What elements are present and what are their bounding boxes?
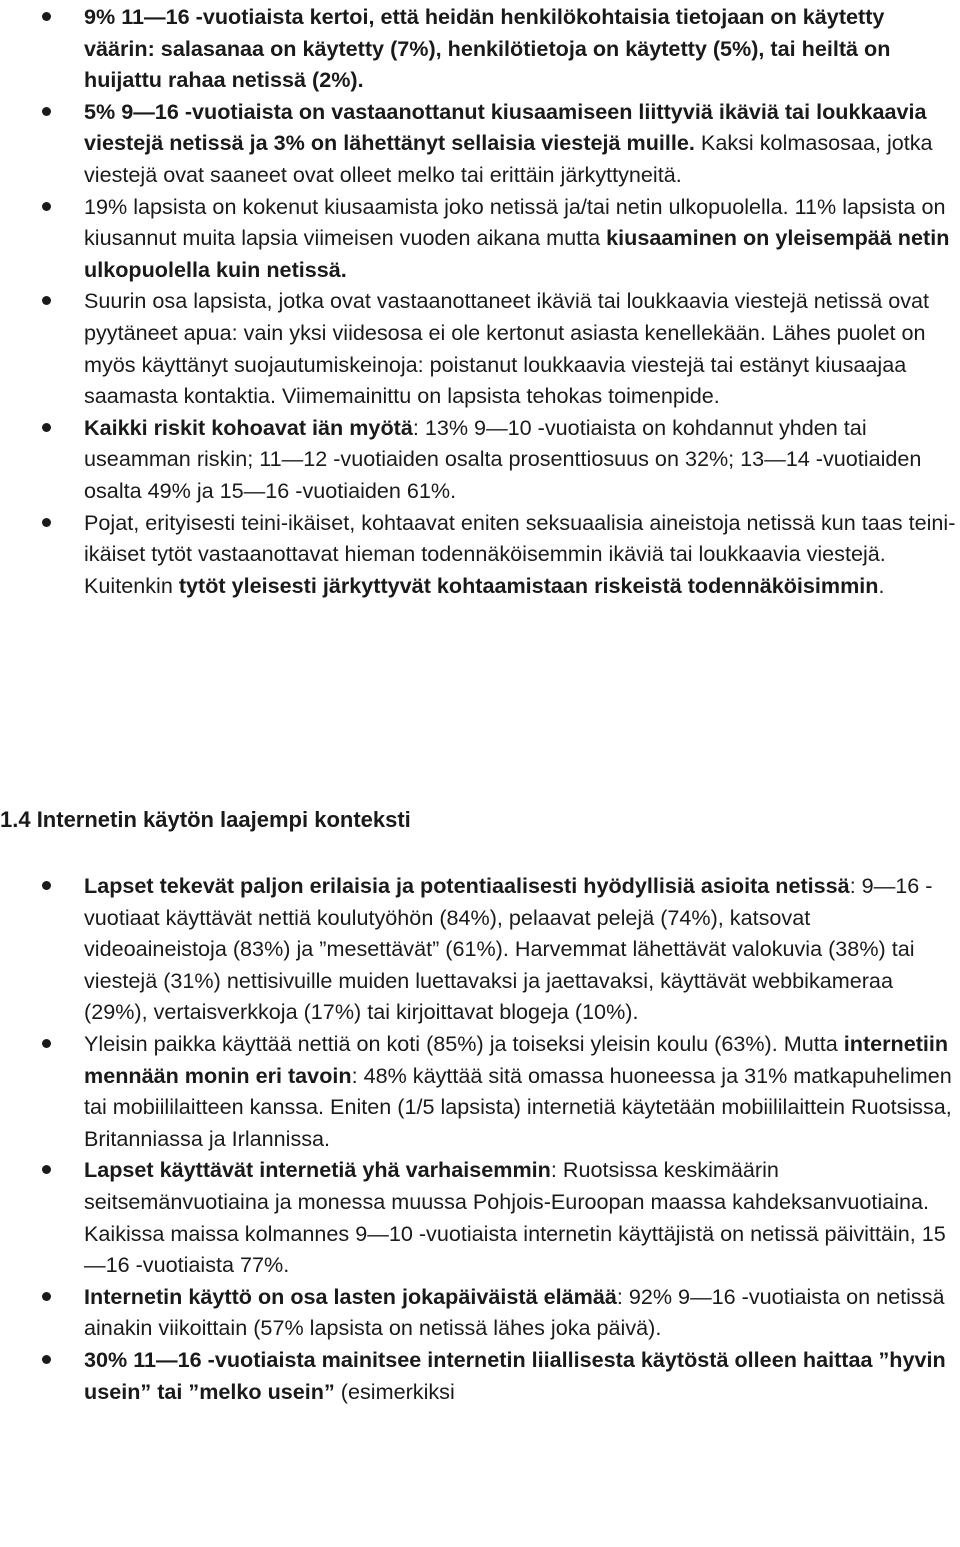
bold-text: internetiin mennään monin eri tavoin — [84, 1030, 949, 1088]
list-item — [0, 191, 960, 286]
body-text: Pojat, erityisesti teini-ikäiset, kohtaavat eniten seksuaalisia aineistoja netissä kun taas teini-ikäiset tytöt vastaanottavat hieman todennäköisemmin ikäviä tai loukkaavia viestejä. Kuitenkin — [84, 509, 956, 598]
body-text: : 13% 9—10 -vuotiaista on kohdannut yhden tai useamman riskin; 11—12 -vuotiaiden osalta prosenttiosuus on 32%; 13—14 -vuotiaiden osalta 49% ja 15—16 -vuotiaiden 61%. — [84, 414, 922, 503]
bold-text: Lapset tekevät paljon erilaisia ja potentiaalisesti hyödyllisiä asioita netissä — [84, 873, 850, 898]
list-item — [0, 96, 960, 191]
list-item — [0, 1281, 960, 1344]
list-item — [0, 1028, 960, 1154]
body-text: : 92% 9—16 -vuotiaista on netissä ainakin viikoittain (57% lapsista on netissä lähes joka päivä). — [84, 1283, 945, 1341]
bold-text: Internetin käyttö on osa lasten jokapäiväistä elämää — [84, 1283, 617, 1309]
list-item — [0, 412, 960, 507]
bullet-list-risks — [0, 1, 960, 601]
list-item — [0, 870, 960, 1028]
list-item — [0, 507, 960, 602]
list-item — [0, 1344, 960, 1407]
body-text: : 9—16 -vuotiaat käyttävät nettiä koulutyöhön (84%), pelaavat pelejä (74%), katsovat videoaineistoja (83%) ja ”mesettävät” (61%). Harvemmat lähettävät valokuvia (38%) tai viestejä (31%) nettisivuille muiden luettavaksi ja jaettavaksi, käyttävät webbikameraa (29%), vertaisverkkoja (17%) tai kirjoittavat blogeja (10%). — [84, 873, 933, 1025]
body-text: Suurin osa lapsista, jotka ovat vastaanottaneet ikäviä tai loukkaavia viestejä netissä ovat pyytäneet apua: vain yksi viidesosa ei ole kertonut asiasta kenellekään. Lähes puolet on myös käyttänyt suojautumiskeinoja: poistanut loukkaavia viestejä tai estänyt kiusaajaa saamasta kontaktia. Viimemainittu on lapsista tehokas toimenpide. — [84, 288, 930, 409]
list-item — [0, 1, 960, 96]
body-text: Yleisin paikka käyttää nettiä on koti (85%) ja toiseksi yleisin koulu (63%). Mutta — [84, 1030, 844, 1056]
bold-text: Kaikki riskit kohoavat iän myötä — [84, 414, 413, 440]
bold-text: 9% 11—16 -vuotiaista kertoi, että heidän henkilökohtaisia tietojaan on käytetty väärin: salasanaa on käytetty (7%), henkilötietoja on käytetty (5%), tai heiltä on huijattu rahaa netissä (2%). — [84, 4, 891, 93]
body-text: 19% lapsista on kokenut kiusaamista joko netissä ja/tai netin ulkopuolella. 11% lapsista on kiusannut muita lapsia viimeisen vuoden aikana mutta — [84, 193, 946, 251]
list-item — [0, 1154, 960, 1280]
bullet-list-context — [0, 870, 960, 1407]
bold-text: 5% 9—16 -vuotiaista on vastaanottanut kiusaamiseen liittyviä ikäviä tai loukkaavia viestejä netissä ja 3% on lähettänyt sellaisia viestejä muille. — [84, 98, 927, 156]
bold-text: tytöt yleisesti järkyttyvät kohtaamistaan riskeistä todennäköisimmin — [178, 572, 879, 598]
bold-text: 30% 11—16 -vuotiaista mainitsee internetin liiallisesta käytöstä olleen haittaa ”hyvin usein” tai ”melko usein” — [84, 1346, 946, 1404]
list-item — [0, 285, 960, 411]
body-text: : Ruotsissa keskimäärin seitsemänvuotiaina ja monessa muussa Pohjois-Euroopan maassa kahdeksanvuotiaina. Kaikissa maissa kolmannes 9—10 -vuotiaista internetin käyttäjistä on netissä päivittäin, 15—16 -vuotiaista 77%. — [84, 1157, 946, 1278]
bold-text: Lapset käyttävät internetiä yhä varhaisemmin — [84, 1157, 551, 1183]
bold-text: kiusaaminen on yleisempää netin ulkopuolella kuin netissä. — [84, 225, 950, 282]
body-text: Kaksi kolmasosaa, jotka viestejä ovat saaneet ovat olleet melko tai erittäin järkyttyneitä. — [84, 130, 933, 187]
body-text: (esimerkiksi — [334, 1378, 455, 1404]
body-text: : 48% käyttää sitä omassa huoneessa ja 31% matkapuhelimen tai mobiililaitteen kanssa. Eniten (1/5 lapsista) internetiä käytetään mobiililaittein Ruotsissa, Britanniassa ja Irlannissa. — [84, 1062, 952, 1151]
section-heading: 1.4 Internetin käytön laajempi konteksti — [0, 807, 411, 832]
body-text: . — [878, 572, 885, 598]
